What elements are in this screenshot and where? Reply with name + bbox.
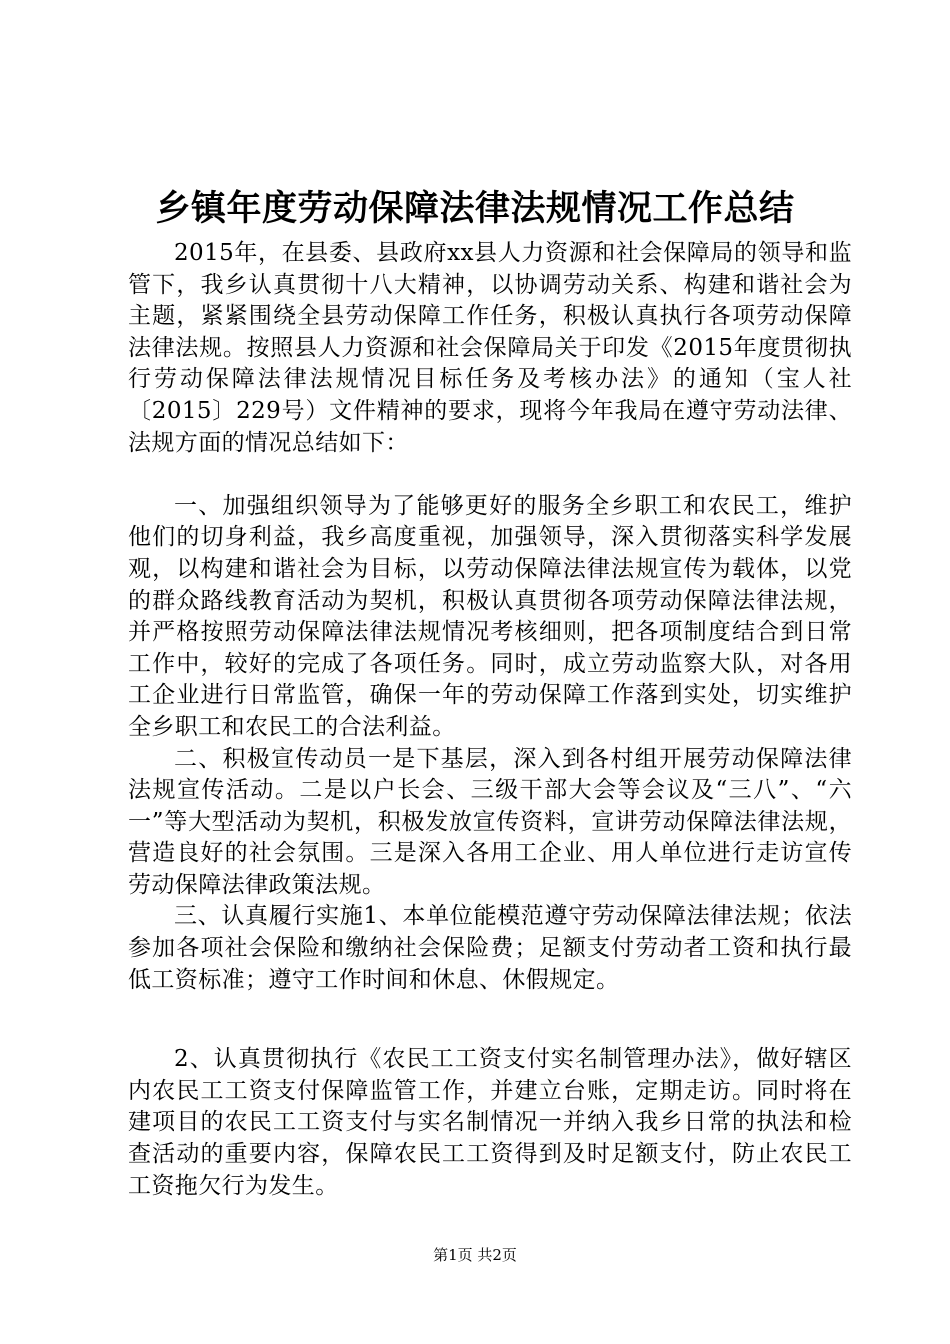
- paragraph-intro: 2015年，在县委、县政府xx县人力资源和社会保障局的领导和监管下，我乡认真贯彻十八大精神，以协调劳动关系、构建和谐社会为主题，紧紧围绕全县劳动保障工作任务，积极认真执行各项劳动保障法律法规。按照县人力资源和社会保障局关于印发《2015年度贯彻执行劳动保障法律法规情况目标任务及考核办法》的通知（宝人社〔2015〕229号）文件精神的要求，现将今年我局在遵守劳动法律、法规方面的情况总结如下：: [128, 240, 852, 456]
- paragraph-section-2: 二、积极宣传动员一是下基层，深入到各村组开展劳动保障法律法规宣传活动。二是以户长会、三级干部大会等会议及“三八”、“六一”等大型活动为契机，积极发放宣传资料，宣讲劳动保障法律法规，营造良好的社会氛围。三是深入各用工企业、用人单位进行走访宣传劳动保障法律政策法规。: [128, 745, 852, 898]
- paragraph-section-3-item-2: 2、认真贯彻执行《农民工工资支付实名制管理办法》，做好辖区内农民工工资支付保障监管工作，并建立台账，定期走访。同时将在建项目的农民工工资支付与实名制情况一并纳入我乡日常的执法和检查活动的重要内容，保障农民工工资得到及时足额支付，防止农民工工资拖欠行为发生。: [128, 1046, 852, 1199]
- paragraph-section-3: 三、认真履行实施1、本单位能模范遵守劳动保障法律法规；依法参加各项社会保险和缴纳社会保险费；足额支付劳动者工资和执行最低工资标准；遵守工作时间和休息、休假规定。: [128, 903, 852, 993]
- document-body: [128, 238, 852, 1202]
- page-indicator: 第1页 共2页: [433, 1246, 517, 1264]
- paragraph-section-1: 一、加强组织领导为了能够更好的服务全乡职工和农民工，维护他们的切身利益，我乡高度重视，加强领导，深入贯彻落实科学发展观，以构建和谐社会为目标，以劳动保障法律法规宣传为载体，以党的群众路线教育活动为契机，积极认真贯彻各项劳动保障法律法规，并严格按照劳动保障法律法规情况考核细则，把各项制度结合到日常工作中，较好的完成了各项任务。同时，成立劳动监察大队，对各用工企业进行日常监管，确保一年的劳动保障工作落到实处，切实维护全乡职工和农民工的合法利益。: [128, 492, 852, 740]
- document-title: 乡镇年度劳动保障法律法规情况工作总结: [155, 189, 795, 229]
